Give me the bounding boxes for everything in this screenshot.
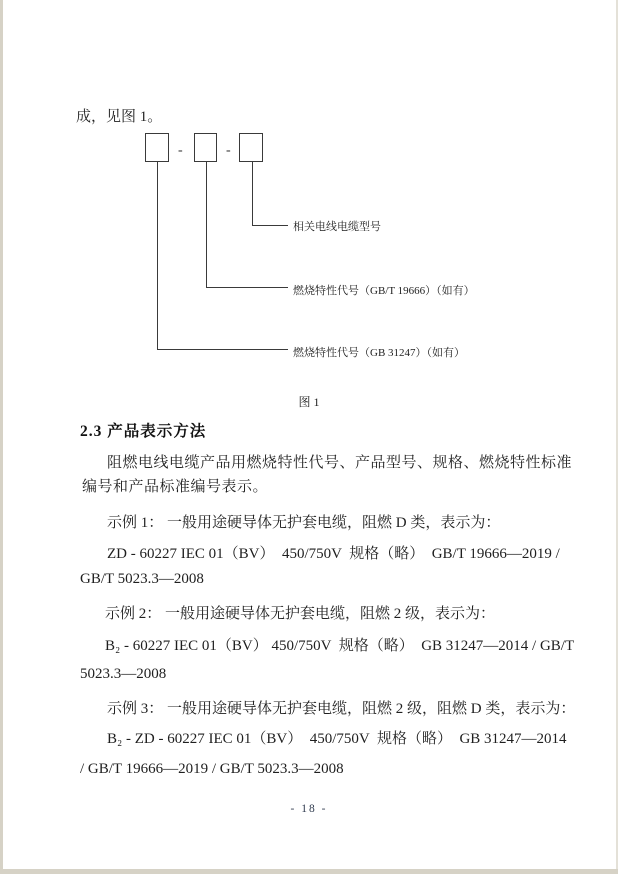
connector-hline-box2 [206,287,288,288]
example-2-code-line-2: 5023.3—2008 [80,666,167,682]
connector-vline-box1 [157,162,158,350]
dash-separator-2: - [226,143,231,158]
connector-vline-box3 [252,162,253,226]
intro-line: 成，见图 1。 [76,109,163,125]
example-1-code-line-2: GB/T 5023.3—2008 [80,571,204,587]
code-box-2 [194,133,217,162]
example-3-code-line-1: B₂ - ZD - 60227 IEC 01（BV） 450/750V 规格（略） GB 31247—2014 [107,731,567,747]
example-1-code-line-1: ZD - 60227 IEC 01（BV） 450/750V 规格（略） GB/T 19666—2019 / [107,546,560,562]
code-box-3 [239,133,263,162]
example-2-intro: 示例 2： 一般用途硬导体无护套电缆，阻燃 2 级，表示为： [105,606,496,622]
connector-hline-box1 [157,349,288,350]
section-heading: 2.3 产品表示方法 [80,423,207,440]
example-2-code-line-1: B₂ - 60227 IEC 01（BV） 450/750V 规格（略） GB 31247—2014 / GB/T [105,638,575,654]
scan-edge-bottom [0,869,618,874]
connector-vline-box2 [206,162,207,288]
example-1-intro: 示例 1： 一般用途硬导体无护套电缆，阻燃 D 类，表示为： [107,515,501,531]
figure-label-gb31247: 燃烧特性代号（GB 31247）（如有） [293,347,466,359]
section-body-line-1: 阻燃电线电缆产品用燃烧特性代号、产品型号、规格、燃烧特性标准 [107,455,573,471]
section-body-line-2: 编号和产品标准编号表示。 [82,479,269,495]
figure-label-model: 相关电线电缆型号 [293,221,381,233]
connector-hline-box3 [252,225,288,226]
figure-caption: 图 1 [298,395,320,409]
page-number: - 18 - [290,803,328,815]
example-3-code-line-2: / GB/T 19666—2019 / GB/T 5023.3—2008 [80,761,344,777]
scan-edge-left [0,0,3,874]
figure-label-gbt19666: 燃烧特性代号（GB/T 19666）（如有） [293,285,475,297]
dash-separator-1: - [178,143,183,158]
example-3-intro: 示例 3： 一般用途硬导体无护套电缆，阻燃 2 级，阻燃 D 类，表示为： [107,701,576,717]
code-box-1 [145,133,169,162]
